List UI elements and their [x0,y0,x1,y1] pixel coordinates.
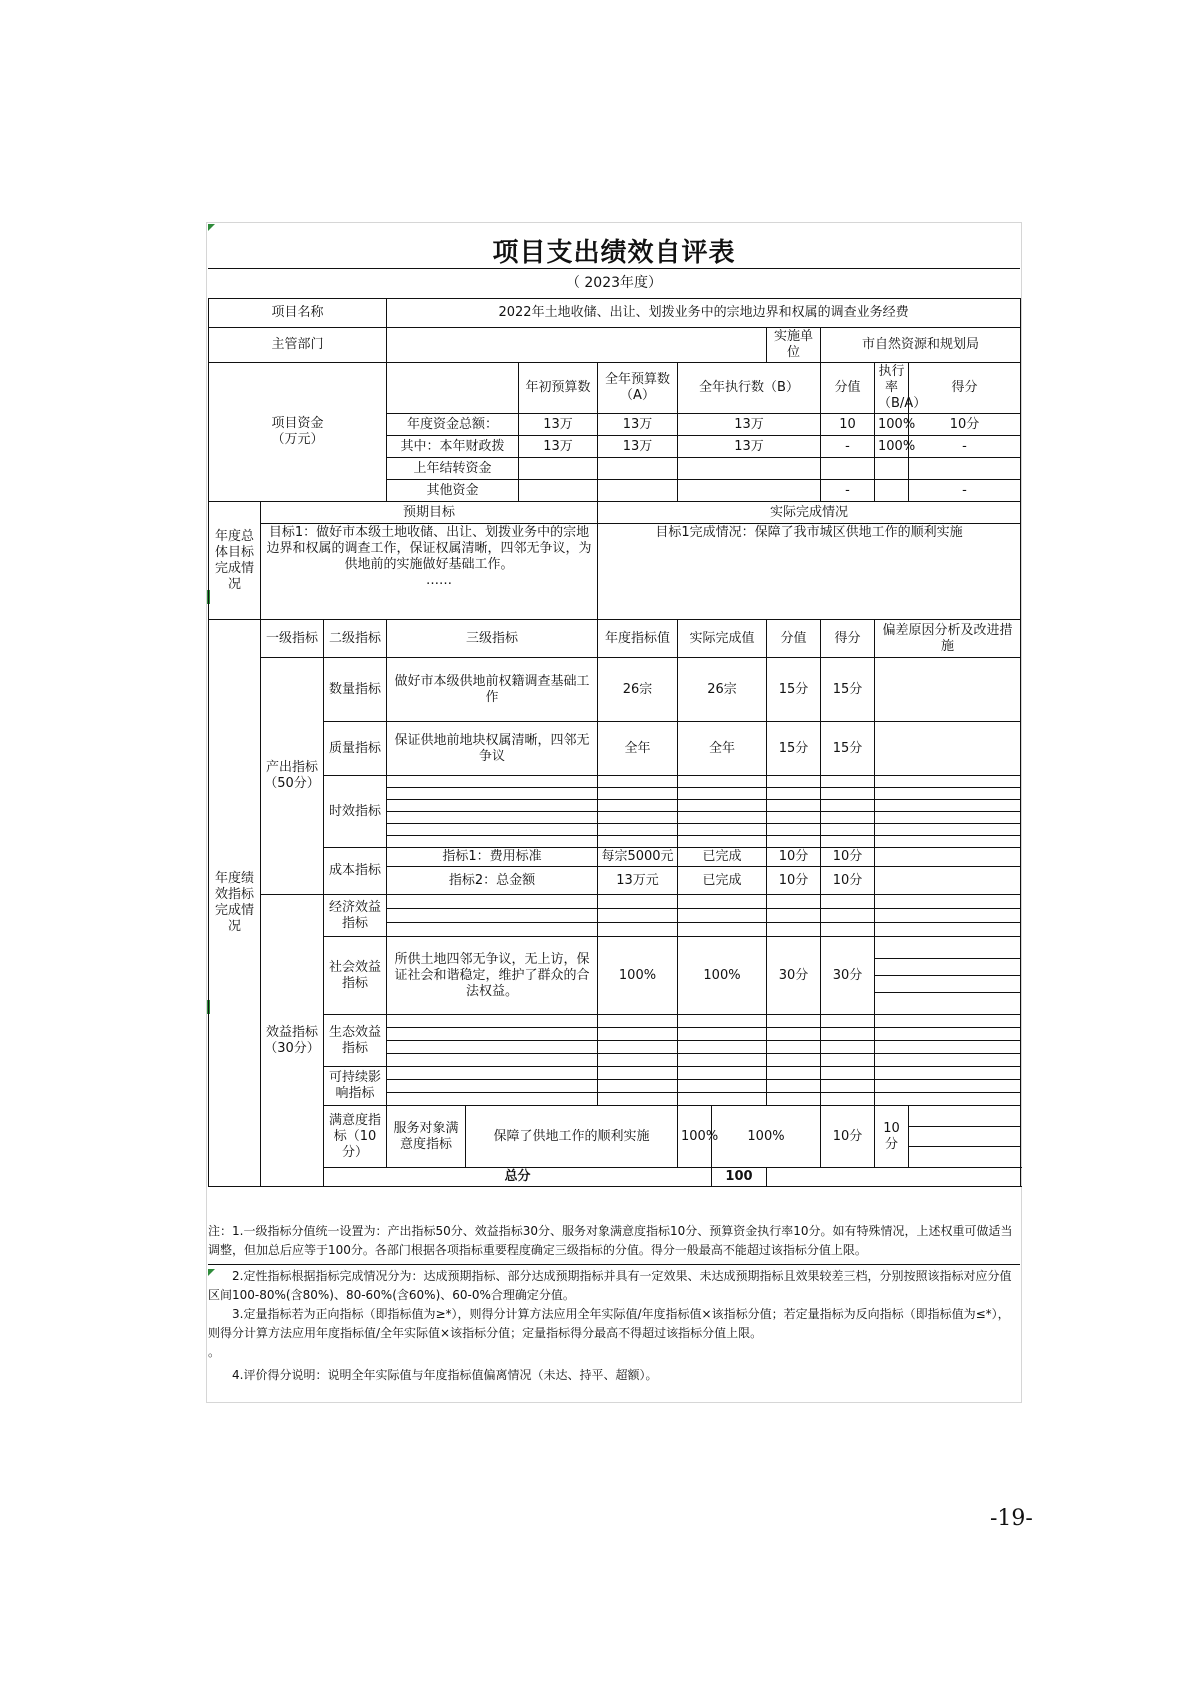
impl-unit-label: 实施单位 [767,328,821,363]
cell: 15分 [821,722,875,776]
cell [519,480,598,502]
service-name: 保障了供地工作的顺利实施 [466,1106,678,1168]
cell [678,480,821,502]
col-score-val: 分值 [821,363,875,414]
cell: 100% [875,414,909,436]
cell [875,458,909,480]
cell: 100% [678,1106,712,1168]
social-name: 所供土地四邻无争议，无上访，保证社会和谐稳定，维护了群众的合法权益。 [387,937,598,1015]
l1-benefit: 效益指标（30分） [261,895,324,1187]
dept-label: 主管部门 [209,328,387,363]
cell: 13万 [519,436,598,458]
cell [875,867,1021,895]
cell [875,658,1021,722]
row-other-label: 其他资金 [387,480,519,502]
form-title: 项目支出绩效自评表 [492,238,736,268]
cell: 100% [875,436,909,458]
row-fiscal-label: 其中：本年财政拨 [387,436,519,458]
cell: 15分 [767,722,821,776]
h-score-val: 分值 [767,620,821,658]
cell: 13万 [519,414,598,436]
expected-header: 预期目标 [261,502,598,524]
funds-label: 项目资金 （万元） [209,363,387,502]
l2-sustain: 可持续影响指标 [324,1067,387,1106]
l2-cost: 成本指标 [324,848,387,895]
cell: - [821,436,875,458]
h-reason: 偏差原因分析及改进措施 [875,620,1021,658]
col-full: 全年预算数（A） [598,363,678,414]
divider [208,268,1020,269]
cell [875,480,909,502]
cell [909,458,1021,480]
cell: 100% [678,937,767,1015]
expected-goal-more: …… [426,573,452,588]
l2-social: 社会效益指标 [324,937,387,1015]
h-level1: 一级指标 [261,620,324,658]
total-score: 100 [712,1168,767,1187]
h-level2: 二级指标 [324,620,387,658]
l2-economic: 经济效益指标 [324,895,387,937]
cell: 30分 [767,937,821,1015]
cell [598,480,678,502]
note-end-mark: 。 [208,1345,221,1359]
dept-value [387,328,767,363]
cell: 已完成 [678,848,767,867]
cell: 10 [821,414,875,436]
cell: 10分 [875,1106,909,1168]
cell: 已完成 [678,867,767,895]
h-score: 得分 [821,620,875,658]
cost1-name: 指标1：费用标准 [387,848,598,867]
cost2-name: 指标2：总金额 [387,867,598,895]
impl-unit-value: 市自然资源和规划局 [821,328,1021,363]
l2-ecology: 生态效益指标 [324,1015,387,1067]
cell [909,1106,1021,1168]
evaluation-table [208,298,1021,1187]
l2-time: 时效指标 [324,776,387,848]
quantity-name: 做好市本级供地前权籍调查基础工作 [387,658,598,722]
cell: - [909,480,1021,502]
cell: 26宗 [598,658,678,722]
cell: 13万 [598,414,678,436]
l2-service: 服务对象满意度指标 [387,1106,466,1168]
quality-name: 保证供地前地块权属清晰，四邻无争议 [387,722,598,776]
cell: 30分 [821,937,875,1015]
cell [875,937,1021,1015]
cell: 10分 [767,848,821,867]
col-rate: 执行率（B/A） [875,363,909,414]
cell-marker [208,224,215,231]
funds-header-blank [387,363,519,414]
cell: 10分 [767,867,821,895]
page-number: -19- [990,1506,1033,1531]
note-4: 4.评价得分说明：说明全年实际值与年度指标值偏离情况（未达、持平、超额）。 [232,1368,658,1382]
project-name-label: 项目名称 [209,299,387,328]
goal-section-label: 年度总体目标完成情况 [209,502,261,620]
h-level3: 三级指标 [387,620,598,658]
cell: 15分 [821,658,875,722]
cell: 13万 [678,436,821,458]
cell: 15分 [767,658,821,722]
cell: 13万元 [598,867,678,895]
project-name-value: 2022年土地收储、出让、划拨业务中的宗地边界和权属的调查业务经费 [387,299,1021,328]
cell [519,458,598,480]
cell [875,722,1021,776]
total-label: 总分 [324,1168,712,1187]
cell [767,1168,1021,1187]
l1-output: 产出指标（50分） [261,658,324,895]
note-2: 2.定性指标根据指标完成情况分为：达成预期指标、部分达成预期指标并具有一定效果、未达成预期指标且效果较差三档，分别按照该指标对应分值区间100-80%(含80%)、80-60%(含60%)、60-0%合理确定分值。 [208,1269,1012,1302]
cell [678,458,821,480]
cell: 10分 [909,414,1021,436]
cell: 10分 [821,1106,875,1168]
perf-section-label: 年度绩效指标完成情况 [209,620,261,1187]
cell: 全年 [598,722,678,776]
col-score: 得分 [909,363,1021,414]
cell: - [821,480,875,502]
col-exec: 全年执行数（B） [678,363,821,414]
cell: 100% [712,1106,821,1168]
cell: 100% [598,937,678,1015]
row-total-label: 年度资金总额： [387,414,519,436]
cell: 全年 [678,722,767,776]
cell: 26宗 [678,658,767,722]
cell: 10分 [821,848,875,867]
cell [598,458,678,480]
cell [875,848,1021,867]
actual-header: 实际完成情况 [598,502,1021,524]
cell: 13万 [678,414,821,436]
l2-quality: 质量指标 [324,722,387,776]
l2-quantity: 数量指标 [324,658,387,722]
notes [208,1222,1020,1385]
col-initial: 年初预算数 [519,363,598,414]
l1-satisfaction: 满意度指标（10分） [324,1106,387,1168]
expected-goal-text: 目标1：做好市本级土地收储、出让、划拨业务中的宗地边界和权属的调查工作，保证权属清晰，四邻无争议，为供地前的实施做好基础工作。 [266,525,592,572]
h-target: 年度指标值 [598,620,678,658]
cell: 13万 [598,436,678,458]
note-3: 3.定量指标若为正向指标（即指标值为≥*），则得分计算方法应用全年实际值/年度指标值×该指标分值；若定量指标为反向指标（即指标值为≤*），则得分计算方法应用年度指标值/全年实际值×该指标分值；定量指标得分最高不得超过该指标分值上限。 [208,1307,1010,1340]
cell: - [909,436,1021,458]
row-carry-label: 上年结转资金 [387,458,519,480]
form-year: （ 2023年度） [565,275,663,291]
cell: 10分 [821,867,875,895]
h-actual-val: 实际完成值 [678,620,767,658]
expected-goal [261,524,598,620]
cell: 每宗5000元 [598,848,678,867]
actual-goal: 目标1完成情况：保障了我市城区供地工作的顺利实施 [598,524,1021,620]
note-1: 注：1.一级指标分值统一设置为：产出指标50分、效益指标30分、服务对象满意度指标10分、预算资金执行率10分。如有特殊情况，上述权重可做适当调整，但加总后应等于100分。各部门根据各项指标重要程度确定三级指标的分值。得分一般最高不能超过该指标分值上限。 [208,1224,1013,1257]
cell [821,458,875,480]
